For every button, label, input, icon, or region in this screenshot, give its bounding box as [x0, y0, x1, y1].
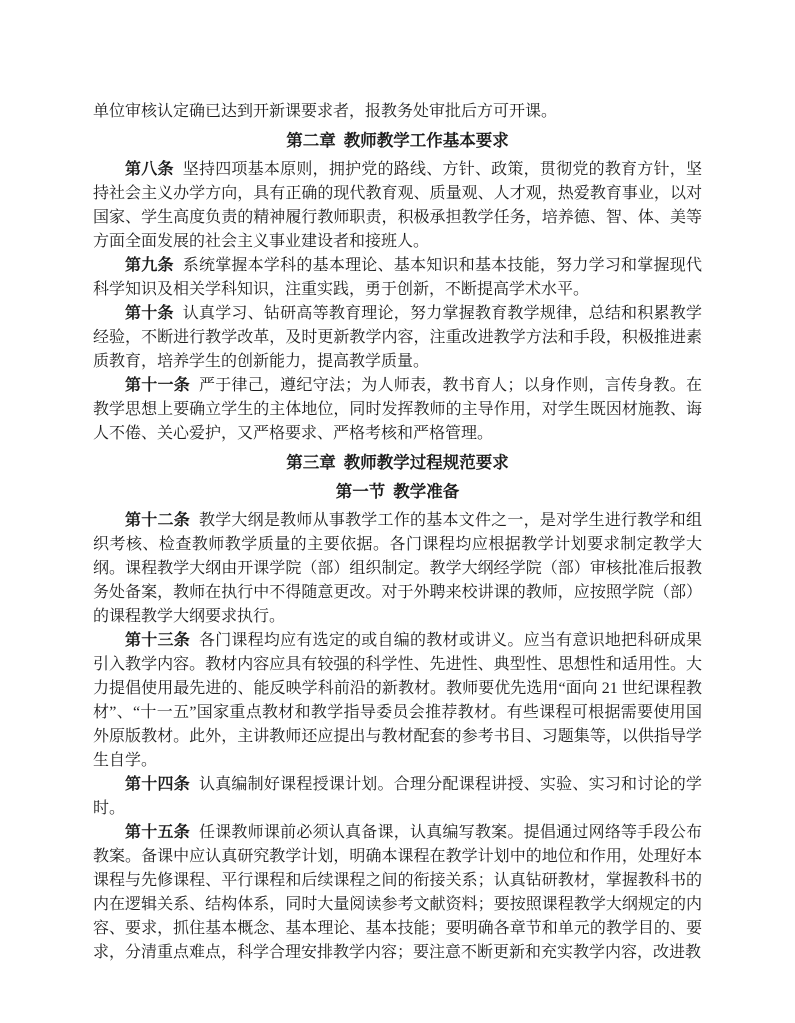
article-15-paragraph	[93, 821, 702, 965]
article-12-text: 教学大纲是教师从事教学工作的基本文件之一，是对学生进行教学和组织考核、检查教师教学质量的主要依据。各门课程均应根据教学计划要求制定教学大纲。课程教学大纲由开课学院（部）组织制定。教学大纲经学院（部）审核批准后报教务处备案，教师在执行中不得随意更改。对于外聘来校讲课的教师，应按照学院（部）的课程教学大纲要求执行。	[93, 512, 702, 625]
article-11-text: 严于律己，遵纪守法；为人师表，教书育人；以身作则，言传身教。在教学思想上要确立学生的主体地位，同时发挥教师的主导作用，对学生既因材施教、诲人不倦、关心爱护，又严格要求、严格考核和严格管理。	[93, 377, 702, 442]
article-9-text: 系统掌握本学科的基本理论、基本知识和基本技能，努力学习和掌握现代科学知识及相关学科知识，注重实践，勇于创新，不断提高学术水平。	[93, 257, 702, 298]
article-15-text: 任课教师课前必须认真备课，认真编写教案。提倡通过网络等手段公布教案。备课中应认真研究教学计划，明确本课程在教学计划中的地位和作用，处理好本课程与先修课程、平行课程和后续课程之间的衔接关系；认真钻研教材，掌握教科书的内在逻辑关系、结构体系，同时大量阅读参考文献资料；要按照课程教学大纲规定的内容、要求，抓住基本概念、基本理论、基本技能；要明确各章节和单元的教学目的、要求，分清重点难点，科学合理安排教学内容；要注意不断更新和充实教学内容，改进教	[93, 824, 702, 961]
article-8-label: 第八条	[125, 161, 174, 178]
section-1-heading	[93, 480, 702, 504]
chapter-3-heading	[93, 451, 702, 475]
section-1-title: 教学准备	[393, 483, 460, 501]
article-14-paragraph	[93, 773, 702, 821]
article-14-label: 第十四条	[125, 776, 190, 793]
article-12-label: 第十二条	[125, 512, 190, 529]
article-9-paragraph	[93, 254, 702, 302]
article-8-text: 坚持四项基本原则，拥护党的路线、方针、政策，贯彻党的教育方针，坚持社会主义办学方向，具有正确的现代教育观、质量观、人才观，热爱教育事业，以对国家、学生高度负责的精神履行教师职责，积极承担教学任务，培养德、智、体、美等方面全面发展的社会主义事业建设者和接班人。	[93, 161, 702, 250]
article-10-paragraph	[93, 302, 702, 374]
article-15-label: 第十五条	[125, 824, 190, 841]
article-12-paragraph	[93, 509, 702, 629]
section-1-label: 第一节	[335, 483, 386, 501]
chapter-3-title: 教师教学过程规范要求	[343, 454, 509, 472]
article-8-paragraph	[93, 158, 702, 254]
chapter-2-title: 教师教学工作基本要求	[343, 132, 509, 150]
article-10-label: 第十条	[125, 305, 174, 322]
article-10-text: 认真学习、钻研高等教育理论，努力掌握教育教学规律，总结和积累教学经验，不断进行教学改革，及时更新教学内容，注重改进教学方法和手段，积极推进素质教育，培养学生的创新能力，提高教学质量。	[93, 305, 702, 370]
paragraph-text: 单位审核认定确已达到开新课要求者，报教务处审批后方可开课。	[93, 103, 558, 120]
chapter-2-heading	[93, 129, 702, 153]
article-13-label: 第十三条	[125, 632, 190, 649]
article-13-text: 各门课程均应有选定的或自编的教材或讲义。应当有意识地把科研成果引入教学内容。教材内容应具有较强的科学性、先进性、典型性、思想性和适用性。大力提倡使用最先进的、能反映学科前沿的新教材。教师要优先选用“面向 21 世纪课程教材”、“十一五”国家重点教材和教学指导委员会推荐教材。有些课程可根据需要使用国外原版教材。此外，主讲教师还应提出与教材配套的参考书目、习题集等，以供指导学生自学。	[93, 632, 702, 769]
article-13-paragraph	[93, 629, 702, 773]
article-9-label: 第九条	[125, 257, 174, 274]
article-11-paragraph	[93, 374, 702, 446]
chapter-2-label: 第二章	[286, 132, 336, 150]
continuation-paragraph	[93, 100, 702, 124]
article-14-text: 认真编制好课程授课计划。合理分配课程讲授、实验、实习和讨论的学时。	[93, 776, 702, 817]
article-11-label: 第十一条	[125, 377, 190, 394]
chapter-3-label: 第三章	[286, 454, 336, 472]
